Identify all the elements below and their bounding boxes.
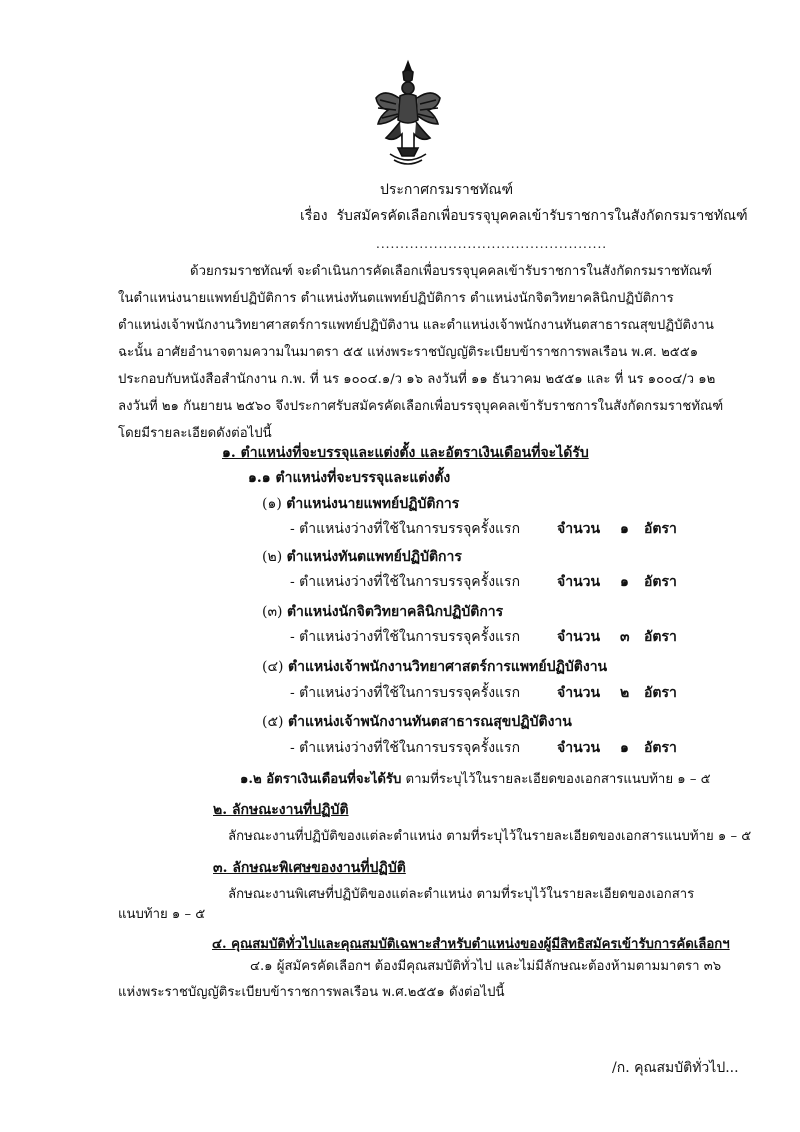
continuation-note: /ก. คุณสมบัติทั่วไป... <box>612 1060 739 1076</box>
position-detail: - ตำแหน่งว่างที่ใช้ในการบรรจุครั้งแรก <box>290 740 521 756</box>
position-qty: ๑ <box>620 521 629 537</box>
position-unit: อัตรา <box>644 629 677 645</box>
position-number: (๑) <box>262 496 282 512</box>
section-3-heading: ๓. ลักษณะพิเศษของงานที่ปฏิบัติ <box>213 860 406 876</box>
intro-line-5: ประกอบกับหนังสือสำนักงาน ก.พ. ที่ นร ๑๐๐๔.๑/ว ๑๖ ลงวันที่ ๑๑ ธันวาคม ๒๕๕๑ และ ที่ นร ๑๐๐๔/ว ๑๒ <box>118 372 716 387</box>
intro-line-6: ลงวันที่ ๒๑ กันยายน ๒๕๖๐ จึงประกาศรับสมัครคัดเลือกเพื่อบรรจุบุคคลเข้ารับราชการในสังกัดกรมราชทัณฑ์ <box>118 399 724 414</box>
position-unit: อัตรา <box>644 740 677 756</box>
position-qty: ๑ <box>620 574 629 590</box>
position-name: ตำแหน่งเจ้าพนักงานทันตสาธารณสุขปฏิบัติงาน <box>287 714 572 730</box>
position-unit: อัตรา <box>644 574 677 590</box>
section-1-heading: ๑. ตำแหน่งที่จะบรรจุและแต่งตั้ง และอัตราเงินเดือนที่จะได้รับ <box>222 445 589 461</box>
position-qty: ๒ <box>620 685 630 701</box>
position-detail: - ตำแหน่งว่างที่ใช้ในการบรรจุครั้งแรก <box>290 629 521 645</box>
section-1-2-text: ตามที่ระบุไว้ในรายละเอียดของเอกสารแนบท้าย ๑ – ๕ <box>405 772 711 787</box>
section-1-2-label: ๑.๒ อัตราเงินเดือนที่จะได้รับ <box>240 772 402 787</box>
section-1-1-heading: ๑.๑ ตำแหน่งที่จะบรรจุและแต่งตั้ง <box>248 470 451 486</box>
subject-label: เรื่อง <box>300 208 328 224</box>
section-4-line-2: แห่งพระราชบัญญัติระเบียบข้าราชการพลเรือน พ.ศ.๒๕๕๑ ดังต่อไปนี้ <box>118 985 505 1000</box>
subject-text: รับสมัครคัดเลือกเพื่อบรรจุบุคคลเข้ารับราชการในสังกัดกรมราชทัณฑ์ <box>336 208 748 224</box>
position-item <box>262 494 459 514</box>
section-3-line-2: แนบท้าย ๑ – ๕ <box>118 907 206 922</box>
position-qty-label: จำนวน <box>557 574 601 590</box>
section-2-text: ลักษณะงานที่ปฏิบัติของแต่ละตำแหน่ง ตามที่ระบุไว้ในรายละเอียดของเอกสารแนบท้าย ๑ – ๕ <box>228 829 752 844</box>
position-number: (๕) <box>262 714 284 730</box>
separator-dots: ................................................ <box>376 237 608 251</box>
section-4-line-1: ๔.๑ ผู้สมัครคัดเลือกฯ ต้องมีคุณสมบัติทั่วไป และไม่มีลักษณะต้องห้ามตามมาตรา ๓๖ <box>250 959 722 974</box>
announcement-subject <box>300 206 748 226</box>
section-4-heading: ๔. คุณสมบัติทั่วไปและคุณสมบัติเฉพาะสำหรับตำแหน่งของผู้มีสิทธิสมัครเข้ารับการคัดเลือกฯ <box>212 937 730 952</box>
position-item <box>262 657 607 677</box>
position-name: ตำแหน่งเจ้าพนักงานวิทยาศาสตร์การแพทย์ปฏิบัติงาน <box>287 659 608 675</box>
intro-line-1: ด้วยกรมราชทัณฑ์ จะดำเนินการคัดเลือกเพื่อบรรจุบุคคลเข้ารับราชการในสังกัดกรมราชทัณฑ์ <box>190 264 712 279</box>
position-number: (๒) <box>262 549 283 565</box>
position-name: ตำแหน่งนายแพทย์ปฏิบัติการ <box>286 496 460 512</box>
position-name: ตำแหน่งทันตแพทย์ปฏิบัติการ <box>286 549 462 565</box>
section-1-2 <box>240 770 711 790</box>
position-qty: ๑ <box>620 740 629 756</box>
position-unit: อัตรา <box>644 521 677 537</box>
garuda-emblem-icon <box>372 58 444 168</box>
position-qty-label: จำนวน <box>557 521 601 537</box>
position-item <box>262 547 462 567</box>
section-2-heading: ๒. ลักษณะงานที่ปฏิบัติ <box>213 802 349 818</box>
position-qty-label: จำนวน <box>557 685 601 701</box>
position-unit: อัตรา <box>644 685 677 701</box>
position-number: (๓) <box>262 604 283 620</box>
intro-line-2: ในตำแหน่งนายแพทย์ปฏิบัติการ ตำแหน่งทันตแพทย์ปฏิบัติการ ตำแหน่งนักจิตวิทยาคลินิกปฏิบัติการ <box>118 291 674 306</box>
intro-line-7: โดยมีรายละเอียดดังต่อไปนี้ <box>118 426 272 441</box>
position-number: (๔) <box>262 659 284 675</box>
intro-line-4: ฉะนั้น อาศัยอำนาจตามความในมาตรา ๕๕ แห่งพระราชบัญญัติระเบียบข้าราชการพลเรือน พ.ศ. ๒๕๕๑ <box>118 345 699 360</box>
position-qty-label: จำนวน <box>557 629 601 645</box>
intro-line-3: ตำแหน่งเจ้าพนักงานวิทยาศาสตร์การแพทย์ปฏิบัติงาน และตำแหน่งเจ้าพนักงานทันตสาธารณสุขปฏิบัติงาน <box>118 318 714 333</box>
section-3-line-1: ลักษณะงานพิเศษที่ปฏิบัติของแต่ละตำแหน่ง ตามที่ระบุไว้ในรายละเอียดของเอกสาร <box>228 887 695 902</box>
announcement-title: ประกาศกรมราชทัณฑ์ <box>380 182 514 198</box>
position-name: ตำแหน่งนักจิตวิทยาคลินิกปฏิบัติการ <box>286 604 504 620</box>
position-qty: ๓ <box>620 629 630 645</box>
position-item <box>262 712 572 732</box>
position-detail: - ตำแหน่งว่างที่ใช้ในการบรรจุครั้งแรก <box>290 521 521 537</box>
position-item <box>262 602 503 622</box>
position-detail: - ตำแหน่งว่างที่ใช้ในการบรรจุครั้งแรก <box>290 685 521 701</box>
position-qty-label: จำนวน <box>557 740 601 756</box>
position-detail: - ตำแหน่งว่างที่ใช้ในการบรรจุครั้งแรก <box>290 574 521 590</box>
